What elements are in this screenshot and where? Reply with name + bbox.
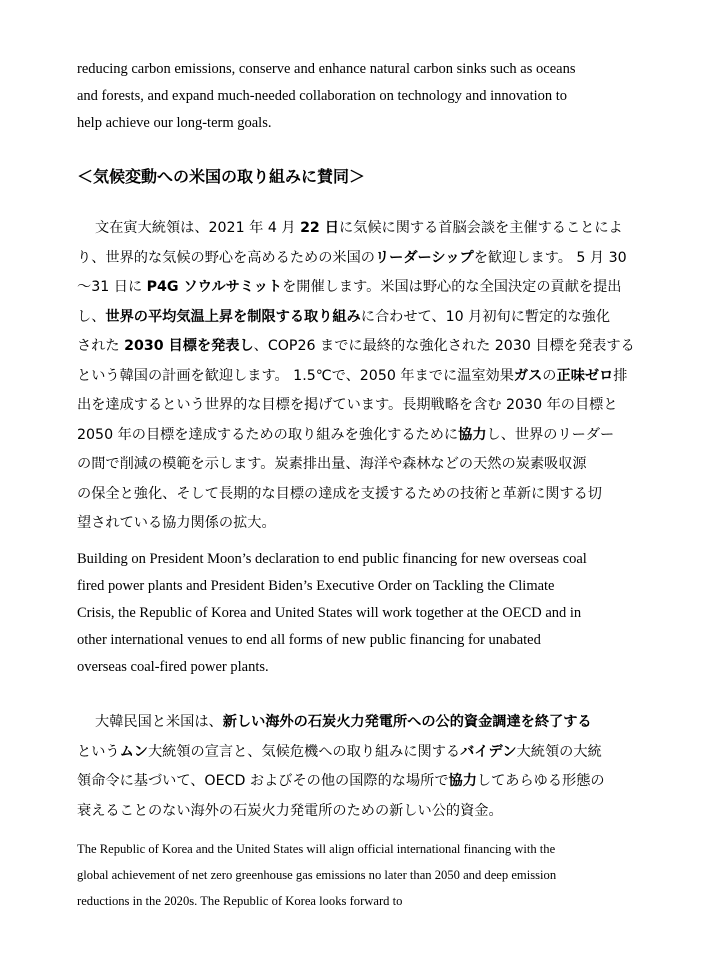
text-line: Building on President Moon’s declaration to end public financing for new overseas coal: [77, 551, 587, 567]
bold-text-segment: 協力: [448, 773, 477, 789]
japanese-paragraph-climate-summit: [77, 214, 645, 539]
text-line: [77, 421, 645, 451]
bold-text-segment: 協力: [458, 426, 487, 443]
text-segment: し、世界のリーダー: [486, 426, 615, 443]
text-segment: に合わせて、10 月初旬に暫定的な強化: [360, 308, 611, 325]
text-line: [77, 480, 645, 510]
text-line: [77, 303, 645, 333]
text-line: [77, 450, 645, 480]
text-line: [77, 797, 645, 827]
english-paragraph-net-zero-financing: [77, 836, 644, 914]
text-segment: 望されている協力関係の拡大。: [77, 515, 276, 531]
text-segment: の間で削減の模範を示します。炭素排出量、海洋や森林などの天然の炭素吸収源: [77, 456, 587, 472]
text-segment: された: [77, 338, 125, 354]
text-segment: り、世界的な気候の野心を高めるための米国の: [77, 249, 375, 266]
text-segment: という: [77, 743, 120, 760]
text-line: [77, 273, 645, 303]
text-line: reducing carbon emissions, conserve and enhance natural carbon sinks such as oceans: [77, 61, 576, 77]
bold-text-segment: ガス: [513, 367, 543, 384]
bold-text-segment: リーダーシップ: [374, 249, 474, 266]
bold-text-segment: 正味ゼロ: [556, 367, 614, 384]
text-segment: 大統領の大統: [516, 743, 602, 760]
text-segment: 衰えることのない海外の石炭火力発電所のための新しい公的資金。: [77, 802, 503, 819]
text-line: [77, 244, 645, 274]
text-line: [77, 391, 645, 421]
text-line: fired power plants and President Biden’s Executive Order on Tackling the Climate: [77, 578, 555, 594]
text-segment: 領命令に基づいて、OECD およびその他の国際的な場所で: [77, 773, 449, 789]
text-line: help achieve our long-term goals.: [77, 115, 272, 131]
bold-text-segment: バイデン: [460, 743, 517, 760]
text-segment: 、COP26 までに最終的な強化された 2030 目標を発表する: [253, 338, 635, 354]
section-heading: ＜気候変動への米国の取り組みに賛同＞: [77, 167, 366, 186]
text-segment: という韓国の計画を歓迎します。 1.5℃で、2050 年までに温室効果: [77, 367, 514, 384]
japanese-paragraph-coal-financing: [77, 708, 645, 826]
text-line: Crisis, the Republic of Korea and United States will work together at the OECD and in: [77, 605, 582, 621]
text-line: [77, 767, 645, 797]
text-line: [77, 214, 645, 244]
text-segment: し、: [77, 308, 106, 325]
text-segment: の: [542, 367, 557, 384]
text-segment: 2050 年の目標を達成するための取り組みを強化するために: [77, 426, 459, 443]
bold-text-segment: 世界の平均気温上昇を制限する取り組み: [105, 308, 361, 325]
english-paragraph-carbon-sinks: [77, 56, 645, 137]
text-line: overseas coal-fired power plants.: [77, 659, 269, 675]
text-line: [77, 708, 645, 738]
english-paragraph-coal-financing: [77, 546, 645, 681]
text-line: [77, 332, 645, 362]
text-segment: 大韓民国と米国は、: [95, 714, 223, 730]
text-segment: 文在寅大統領は、2021 年 4 月: [95, 220, 301, 236]
bold-text-segment: 新しい海外の石炭火力発電所への公的資金調達を終了する: [222, 714, 592, 730]
text-line: [77, 362, 645, 392]
bold-text-segment: 22 日: [300, 220, 339, 236]
text-segment: してあらゆる形態の: [476, 773, 605, 789]
text-segment: に気候に関する首脳会談を主催することによ: [338, 220, 623, 236]
text-segment: 大統領の宣言と、気候危機への取り組みに関する: [147, 743, 461, 760]
text-line: and forests, and expand much-needed collaboration on technology and innovation to: [77, 88, 568, 104]
text-segment: ～31 日に: [77, 279, 147, 295]
text-line: other international venues to end all forms of new public financing for unabated: [77, 632, 541, 648]
text-segment: の保全と強化、そして長期的な目標の達成を支援するための技術と革新に関する切: [77, 485, 602, 502]
bold-text-segment: P4G ソウルサミット: [146, 279, 283, 295]
text-line: global achievement of net zero greenhouse gas emissions no later than 2050 and deep emission: [77, 868, 557, 882]
text-line: [77, 509, 645, 539]
text-line: [77, 738, 645, 768]
text-segment: を開催します。米国は野心的な全国決定の貢献を提出: [282, 279, 622, 295]
bold-text-segment: 2030 目標を発表し: [124, 338, 254, 354]
text-line: reductions in the 2020s. The Republic of Korea looks forward to: [77, 894, 403, 908]
text-line: The Republic of Korea and the United States will align official international financing with the: [77, 842, 556, 856]
text-segment: 出を達成するという世界的な目標を掲げています。長期戦略を含む 2030 年の目標と: [77, 397, 618, 413]
text-segment: を歓迎します。 5 月 30: [473, 249, 627, 266]
text-segment: 排: [613, 367, 628, 384]
bold-text-segment: ムン: [119, 743, 148, 760]
